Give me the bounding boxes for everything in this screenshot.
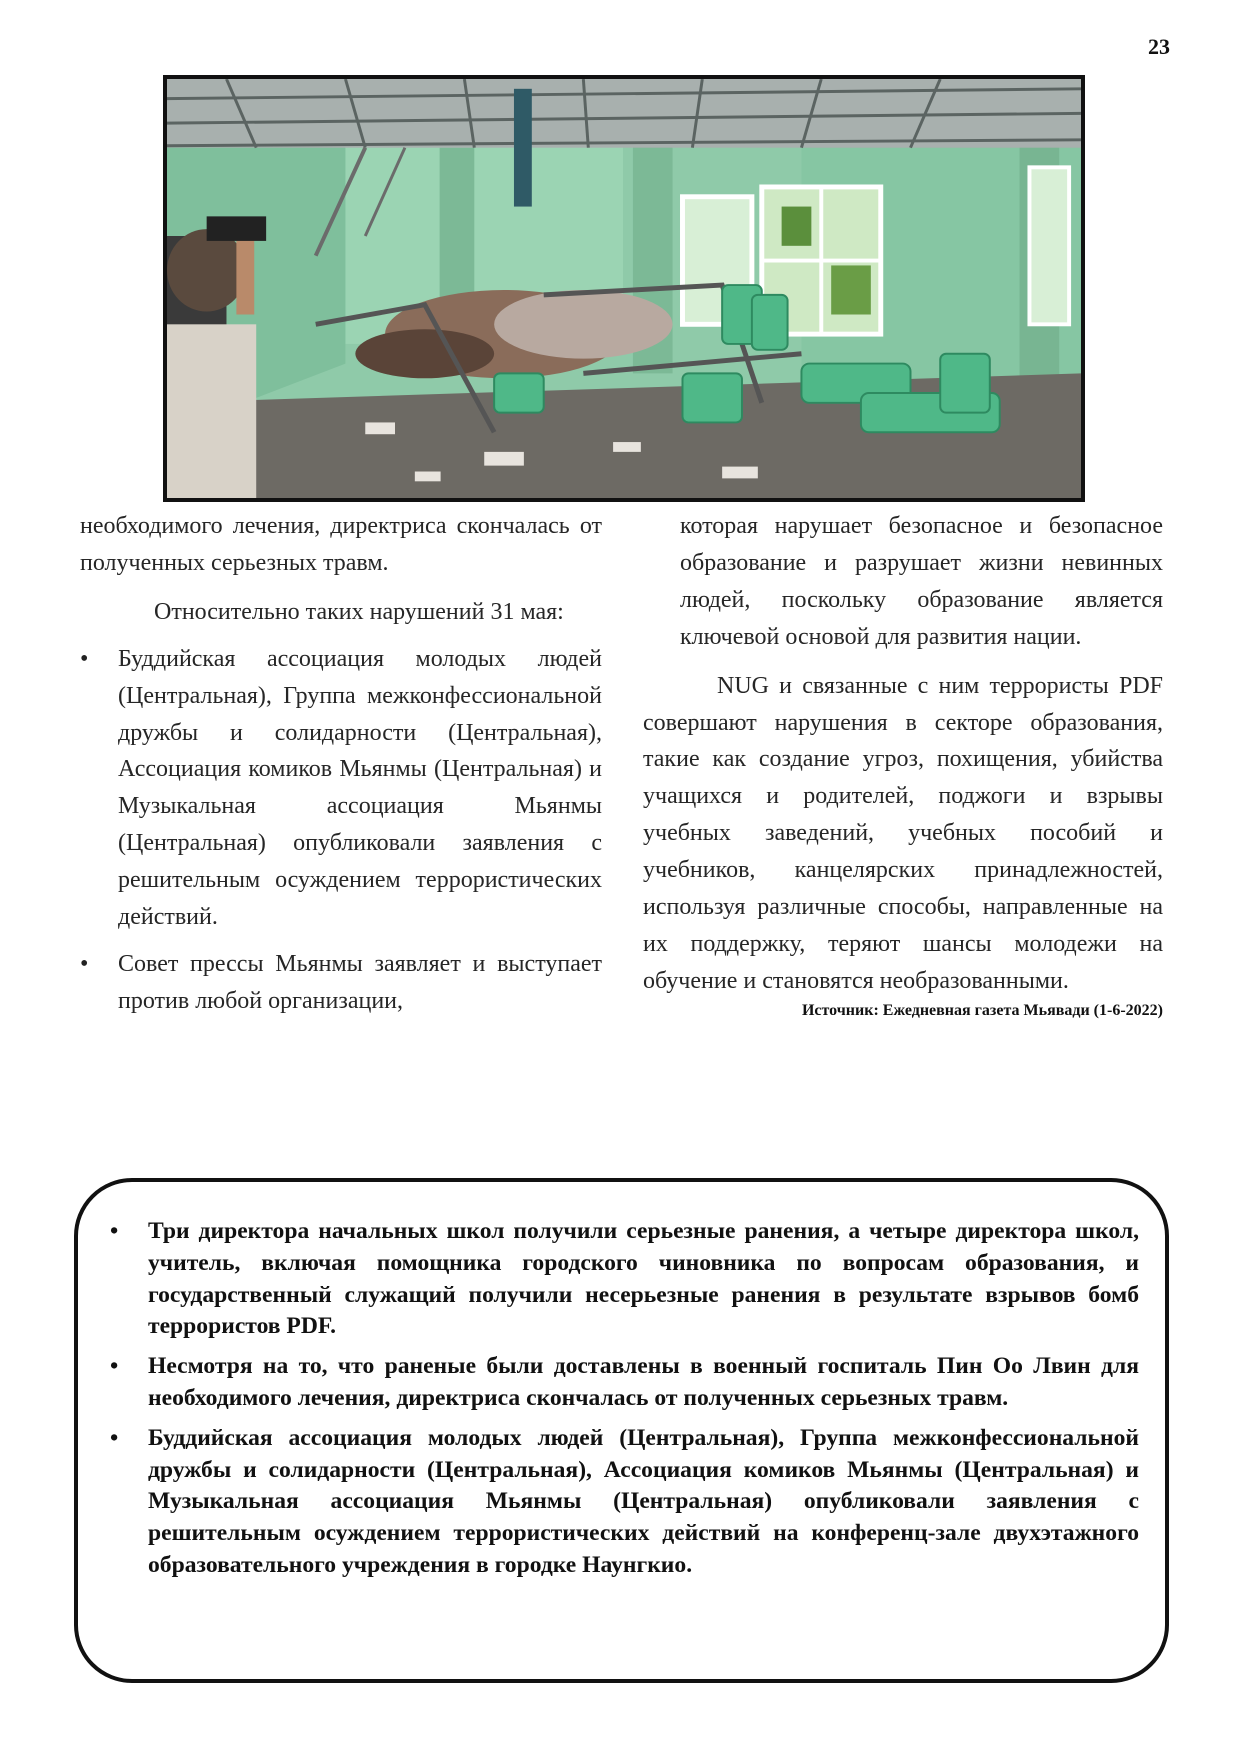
summary-box xyxy=(74,1178,1169,1683)
photo-illustration xyxy=(167,79,1081,498)
list-item: • Совет прессы Мьянмы заявляет и выступает против любой организации, xyxy=(80,946,602,1020)
source-citation: Источник: Ежедневная газета Мьявади (1-6-2022) xyxy=(801,1001,1163,1019)
summary-item: • Три директора начальных школ получили серьезные ранения, а четыре директора школ, учитель, включая помощника городского чиновника по вопросам образования, и государственный служащий получили несерьезные ранения в результате взрывов бомб террористов PDF. xyxy=(108,1216,1139,1343)
damaged-hall-photo xyxy=(163,75,1085,502)
page-number: 23 xyxy=(1148,34,1170,59)
violations-paragraph: Относительно таких нарушений 31 мая: xyxy=(154,598,564,625)
summary-item: • Буддийская ассоциация молодых людей (Центральная), Группа межконфессиональной дружбы и солидарности (Центральная), Ассоциация комиков Мьянмы (Центральная) и Музыкальная ассоциация Мьянмы (Центральная) опубликовали заявления с решительным осуждением террористических действий на конференц-зале двухэтажного образовательного учреждения в городке Наунгкио. xyxy=(108,1423,1139,1582)
summary-item: • Несмотря на то, что раненые были доставлены в военный госпиталь Пин Оо Лвин для необходимого лечения, директриса скончалась от полученных серьезных травм. xyxy=(108,1351,1139,1415)
continued-paragraph: которая нарушает безопасное и безопасное образование и разрушает жизни невинных людей, поскольку образование является ключевой основой для развития нации. xyxy=(680,513,1163,650)
summary-list xyxy=(108,1216,1139,1582)
statements-list xyxy=(80,641,602,1020)
intro-paragraph: необходимого лечения, директриса скончалась от полученных серьезных травм. xyxy=(80,513,602,576)
list-item: • Буддийская ассоциация молодых людей (Центральная), Группа межконфессиональной дружбы и солидарности (Центральная), Ассоциация комиков Мьянмы (Центральная) и Музыкальная ассоциация Мьянмы (Центральная) опубликовали заявления с решительным осуждением террористических действий. xyxy=(80,641,602,936)
right-column xyxy=(643,508,1163,1022)
left-column xyxy=(80,508,602,1030)
nug-paragraph: NUG и связанные с ним террористы PDF совершают нарушения в секторе образования, такие как создание угроз, похищения, убийства учащихся и родителей, поджоги и взрывы учебных заведений, учебных пособий и учебников, канцелярских принадлежностей, используя различные способы, направленные на их поддержку, теряют шансы молодежи на обучение и становятся необразованными. xyxy=(643,672,1163,994)
